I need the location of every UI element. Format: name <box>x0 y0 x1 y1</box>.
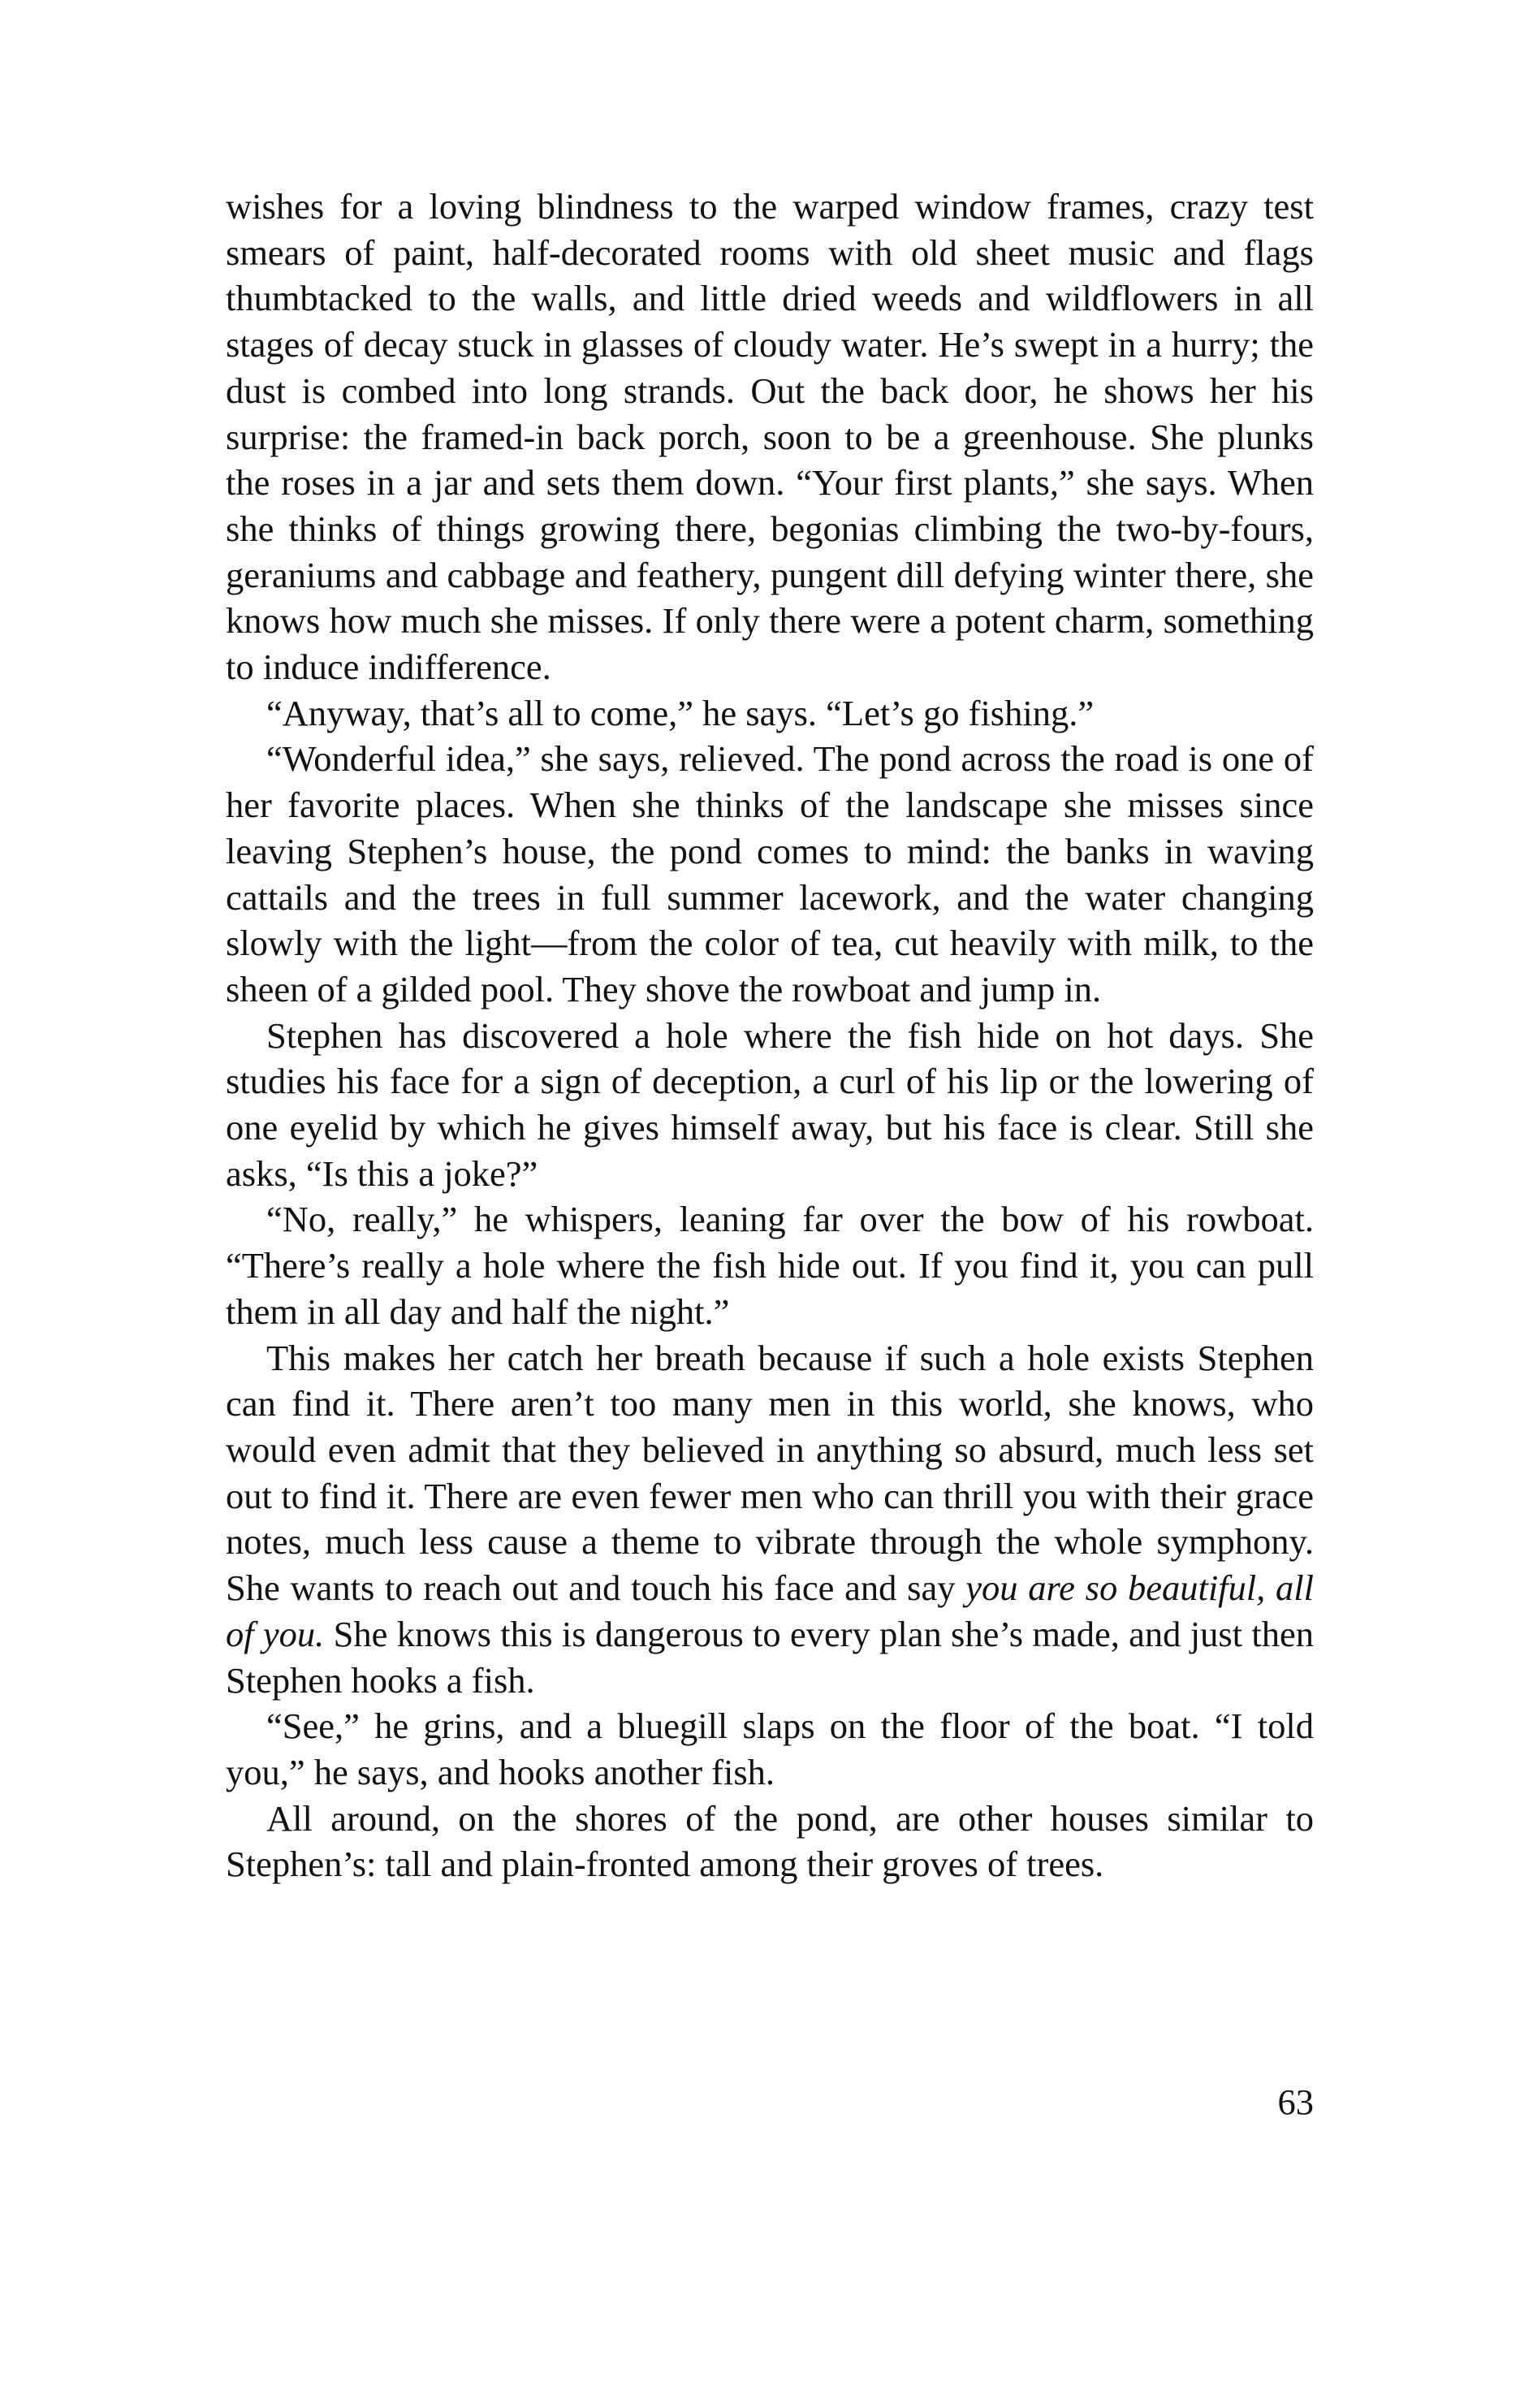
paragraph-catch-breath-before: This makes her catch her breath because if such a hole exists Stephen can find it. There aren’t too many men in this world, she knows, who would even admit that they believed in anything so absurd, much less set out to find it. There are even fewer men who can thrill you with their grace notes, much less cause a theme to vibrate through the whole symphony. She wants to reach out and touch his face and say <box>226 1337 1314 1609</box>
paragraph-bluegill: “See,” he grins, and a bluegill slaps on the floor of the boat. “I told you,” he says, and hooks another fish. <box>226 1705 1314 1792</box>
paragraph-catch-breath-italic: you are so beautiful, all of you. <box>226 1567 1314 1654</box>
paragraph-pond: “Wonderful idea,” she says, relieved. The pond across the road is one of her favorite places. When she thinks of the landscape she misses since leaving Stephen’s house, the pond comes to mind: the banks in waving cattails and the trees in full summer lacework, and the water changing slowly with the light—from the color of tea, cut heavily with milk, to the sheen of a gilded pool. They shove the rowboat and jump in. <box>226 738 1314 1009</box>
paragraph-fish-hole: Stephen has discovered a hole where the fish hide on hot days. She studies his face for a sign of deception, a curl of his lip or the lowering of one eyelid by which he gives himself away, but his face is clear. Still she asks, “Is this a joke?” <box>226 1014 1314 1194</box>
page-number: 63 <box>1277 2082 1314 2122</box>
paragraph-catch-breath <box>226 1335 1314 1704</box>
body-text <box>226 184 1314 1887</box>
paragraph-continued: wishes for a loving blindness to the warped window frames, crazy test smears of paint, half-decorated rooms with old sheet music and flags thumbtacked to the walls, and little dried weeds and wildflowers in all stages of decay stuck in glasses of cloudy water. He’s swept in a hurry; the dust is combed into long strands. Out the back door, he shows her his surprise: the framed-in back porch, soon to be a greenhouse. She plunks the roses in a jar and sets them down. “Your first plants,” she says. When she thinks of things growing there, begonias climbing the two-by-fours, geraniums and cabbage and feathery, pungent dill defying winter there, she knows how much she misses. If only there were a potent charm, something to induce indifference. <box>226 186 1314 688</box>
paragraph-whisper: “No, really,” he whispers, leaning far over the bow of his rowboat. “There’s really a hole where the fish hide out. If you find it, you can pull them in all day and half the night.” <box>226 1199 1314 1332</box>
paragraph-catch-breath-after: She knows this is dangerous to every plan she’s made, and just then Stephen hooks a fish. <box>226 1613 1314 1701</box>
paragraph-shores: All around, on the shores of the pond, are other houses similar to Stephen’s: tall and plain-fronted among their groves of trees. <box>226 1797 1314 1885</box>
paragraph-dialogue-fishing: “Anyway, that’s all to come,” he says. “Let’s go fishing.” <box>266 692 1095 733</box>
